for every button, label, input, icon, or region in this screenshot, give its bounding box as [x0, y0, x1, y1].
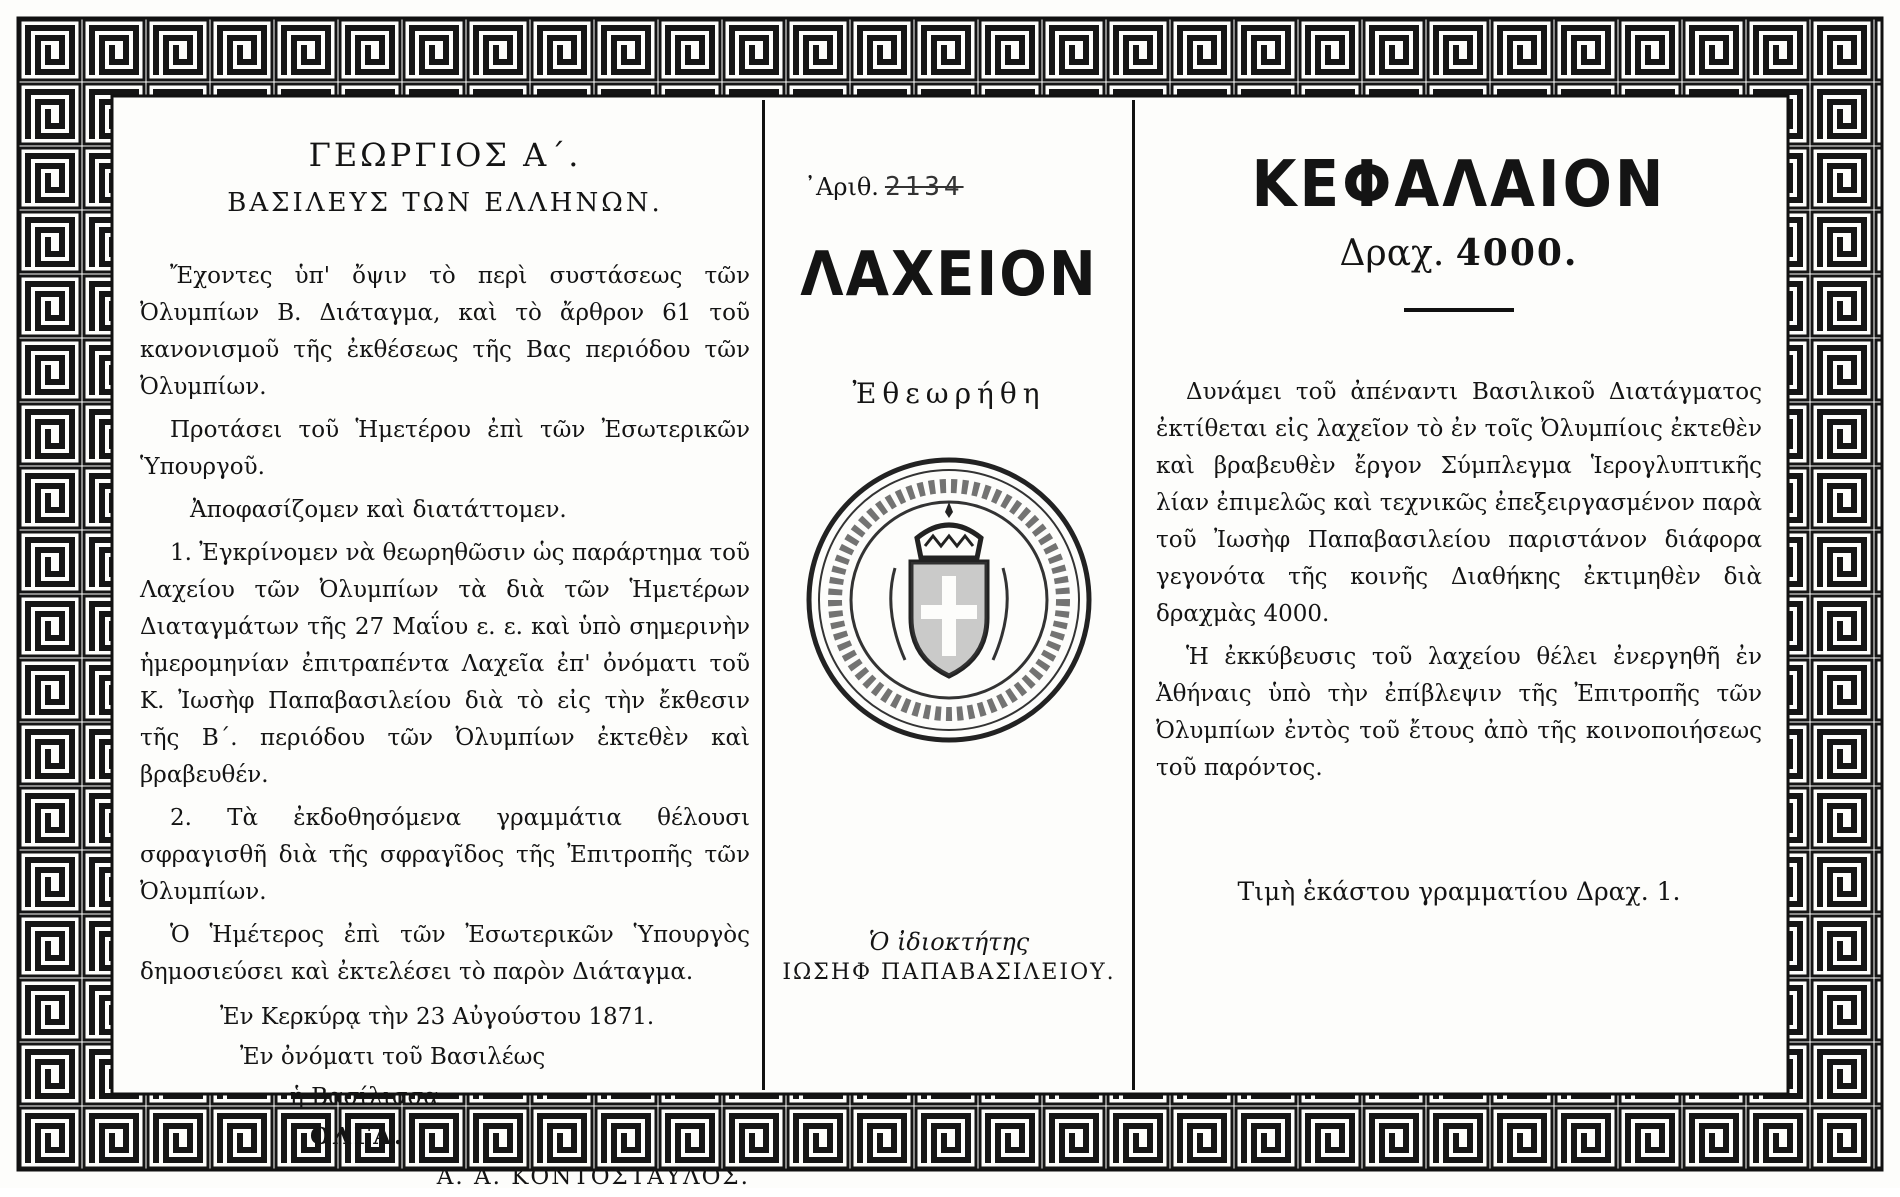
- royal-decree-panel: [120, 100, 760, 1190]
- decree-proposal: Προτάσει τοῦ Ἡμετέρου ἐπὶ τῶν Ἐσωτερικῶν Ὑπουργοῦ.: [140, 417, 750, 480]
- decree-minister: Ὁ Ἡμέτερος ἐπὶ τῶν Ἐσωτερικῶν Ὑπουργὸς δημοσιεύσει καὶ ἐκτελέσει τὸ παρὸν Διάταγμα.: [140, 922, 750, 985]
- ticket-price: Τιμὴ ἑκάστου γραμματίου Δραχ. 1.: [1237, 877, 1681, 906]
- prize-description: Δυνάμει τοῦ ἀπέναντι Βασιλικοῦ Διατάγματος ἐκτίθεται εἰς λαχεῖον τὸ ἐν τοῖς Ὀλυμπίοις ἐκτεθὲν καὶ βραβευθὲν ἔργον Σύμπλεγμα Ἱερογλυπτικῆς λίαν ἐπιμελῶς καὶ τεχνικῶς ἐπεξειργασμένον παρὰ τοῦ Ἰωσὴφ Παπαβασιλείου παριστάνον διάφορα γεγονότα τῆς κοινῆς Διαθήκης ἐκτιμηθὲν διὰ δραχμὰς 4000.: [1156, 379, 1762, 627]
- divider-rule: [1404, 308, 1514, 312]
- ticket-number-value: 2134: [884, 172, 964, 202]
- ticket-stub-panel: [768, 100, 1130, 1090]
- ticket-title: ΛΑΧΕΙΟΝ: [800, 238, 1098, 311]
- column-divider-right: [1132, 100, 1135, 1090]
- decree-date: Ἐν Κερκύρᾳ τὴν 23 Αὐγούστου 1871.: [220, 1004, 655, 1030]
- owner-label: Ὁ ἰδιοκτήτης: [868, 928, 1030, 956]
- ticket-number-row: [774, 172, 1124, 202]
- owner-name: ΙΩΣΗΦ ΠΑΠΑΒΑΣΙΛΕΙΟΥ.: [782, 960, 1116, 985]
- decree-article-1: 1. Ἐγκρίνομεν νὰ θεωρηθῶσιν ὡς παράρτημα τοῦ Λαχείου τῶν Ὀλυμπίων τὰ διὰ τῶν Ἡμετέρων Διαταγμάτων τῆς 27 Μαΐου ε. ε. καὶ ὑπὸ σημερινὴν ἡμερομηνίαν ἐπιτραπέντα Λαχεῖα ἐπ' ὀνόματι τοῦ Κ. Ἰωσὴφ Παπαβασιλείου διὰ τὸ εἰς τὴν ἔκθεσιν τῆς Β΄. περιόδου τῶν Ὀλυμπίων ἐκτεθὲν καὶ βραβευθέν.: [140, 540, 750, 788]
- king-title: ΓΕΩΡΓΙΟΣ Α΄.: [308, 136, 582, 174]
- decree-countersign: Α. Α. ΚΟΝΤΟΣΤΑΥΛΟΣ.: [436, 1164, 750, 1190]
- ticket-number-label: ᾿Αριθ.: [804, 173, 879, 201]
- decree-decision: Ἀποφασίζομεν καὶ διατάττομεν.: [190, 497, 567, 523]
- prize-amount-label: Δραχ.: [1339, 233, 1445, 274]
- column-divider-left: [762, 100, 765, 1090]
- prize-draw-info: Ἡ ἐκκύβευσις τοῦ λαχείου θέλει ἐνεργηθῆ ἐν Ἀθήναις ὑπὸ τὴν ἐπίβλεψιν τῆς Ἐπιτροπῆς τῶν Ὀλυμπίων ἐντὸς τοῦ ἔτους ἀπὸ τῆς κοινοποιήσεως τοῦ παρόντος.: [1156, 644, 1762, 781]
- king-subtitle: ΒΑΣΙΛΕΥΣ ΤΩΝ ΕΛΛΗΝΩΝ.: [227, 188, 663, 218]
- decree-queen-name: ΟΛΓΑ.: [310, 1123, 406, 1150]
- decree-article-2: 2. Τὰ ἐκδοθησόμενα γραμμάτια θέλουσι σφραγισθῆ διὰ τῆς σφραγῖδος τῆς Ἐπιτροπῆς τῶν Ὀλυμπίων.: [140, 805, 750, 905]
- decree-queen-label: ἡ Βασίλισσα: [290, 1084, 439, 1110]
- decree-preamble: Ἔχοντες ὑπ' ὄψιν τὸ περὶ συστάσεως τῶν Ὀλυμπίων Β. Διάταγμα, καὶ τὸ ἄρθρον 61 τοῦ κανονισμοῦ τῆς ἐκθέσεως τῆς Βας περιόδου τῶν Ὀλυμπίων.: [140, 263, 750, 400]
- prize-panel: [1138, 100, 1780, 1090]
- prize-amount-value: 4000.: [1455, 232, 1579, 274]
- prize-amount: [1156, 232, 1762, 274]
- decree-in-name: Ἐν ὀνόματι τοῦ Βασιλέως: [240, 1044, 546, 1070]
- ticket-endorsement: Ἐθεωρήθη: [852, 377, 1046, 410]
- olympics-committee-seal-icon: [799, 450, 1099, 750]
- prize-title: ΚΕΦΑΛΑΙΟΝ: [1251, 146, 1667, 222]
